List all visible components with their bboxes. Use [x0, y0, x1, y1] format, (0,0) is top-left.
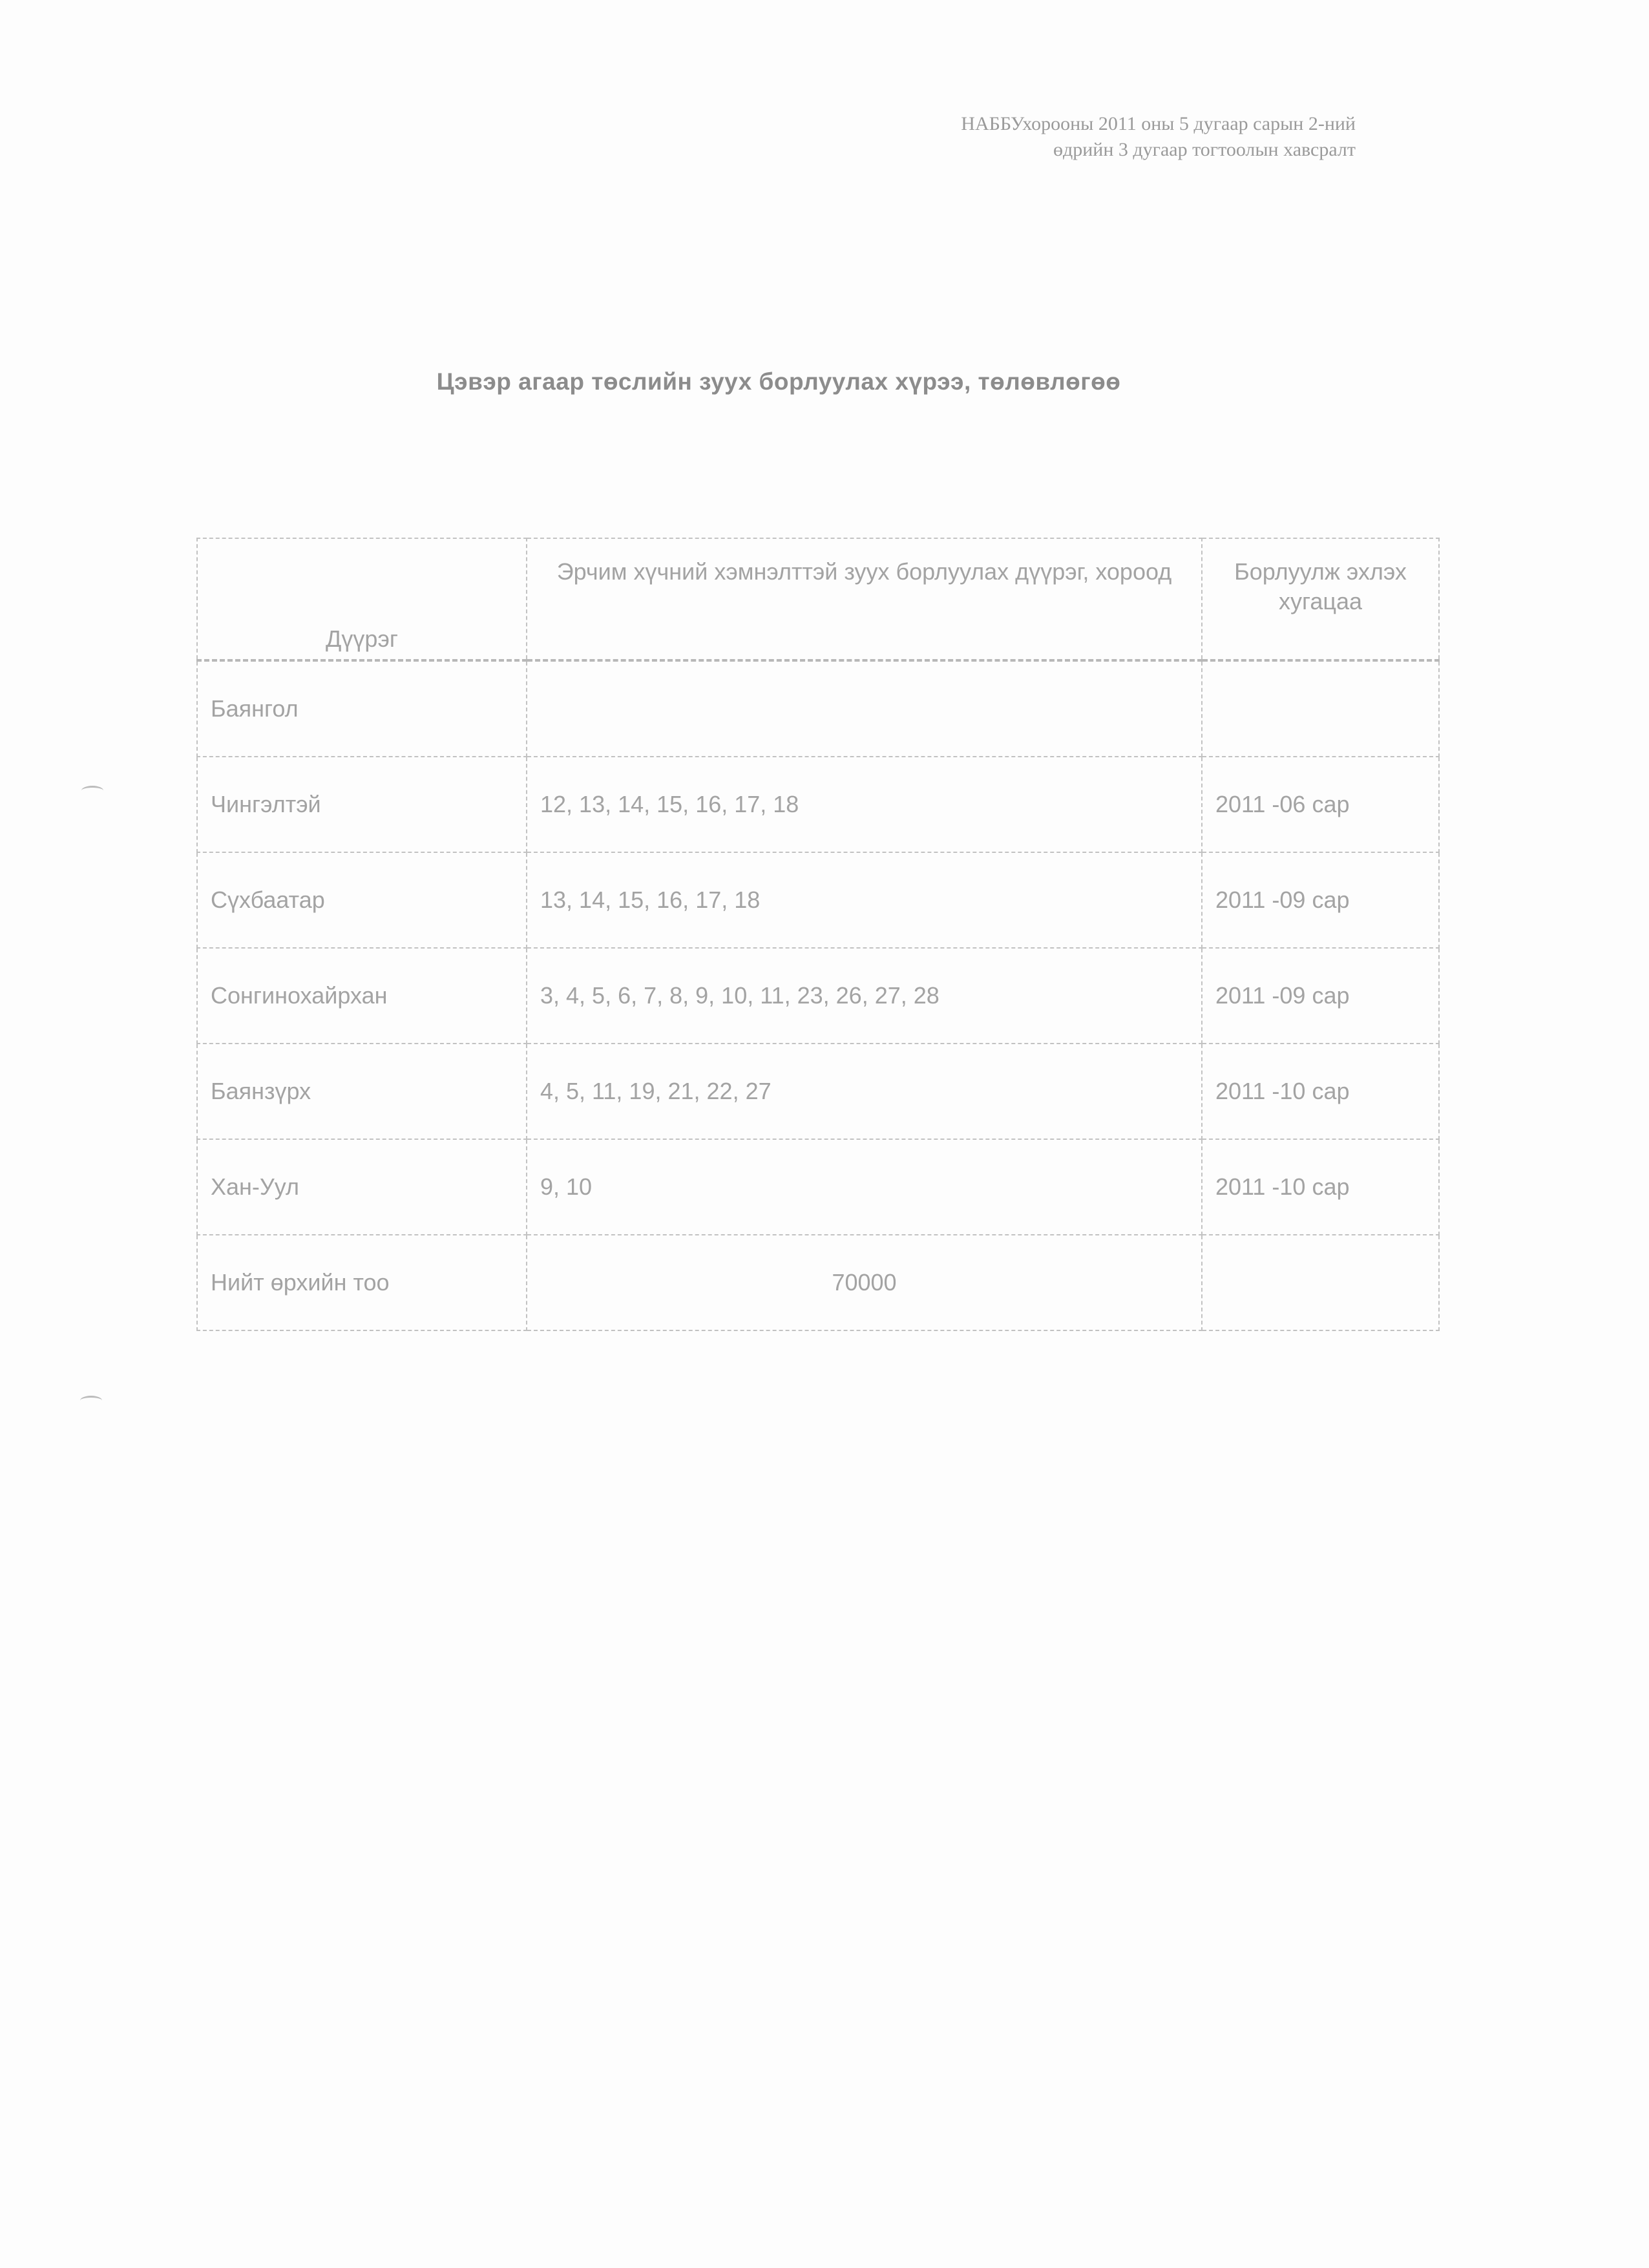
scan-mark	[81, 786, 103, 795]
table-header-row	[197, 538, 1439, 660]
cell-district: Баянзүрх	[197, 1044, 527, 1139]
total-households-value: 70000	[527, 1235, 1202, 1330]
cell-start: 2011 -09 сар	[1202, 852, 1439, 948]
total-label: Нийт өрхийн тоо	[197, 1235, 527, 1330]
cell-district: Сонгинохайрхан	[197, 948, 527, 1044]
total-start	[1202, 1235, 1439, 1330]
cell-start: 2011 -10 сар	[1202, 1044, 1439, 1139]
cell-start: 2011 -09 сар	[1202, 948, 1439, 1044]
cell-district: Сүхбаатар	[197, 852, 527, 948]
cell-khoroo	[527, 660, 1202, 757]
cell-khoroo: 13, 14, 15, 16, 17, 18	[527, 852, 1202, 948]
cell-khoroo: 9, 10	[527, 1139, 1202, 1235]
scan-mark	[80, 1396, 102, 1405]
column-header-khoroo: Эрчим хүчний хэмнэлттэй зуух борлуулах дүүрэг, хороод	[527, 538, 1202, 660]
table-total-row	[197, 1235, 1439, 1330]
cell-district: Хан-Уул	[197, 1139, 527, 1235]
cell-start: 2011 -06 сар	[1202, 757, 1439, 852]
cell-district: Баянгол	[197, 660, 527, 757]
column-header-district: Дүүрэг	[197, 538, 527, 660]
cell-khoroo: 3, 4, 5, 6, 7, 8, 9, 10, 11, 23, 26, 27, 28	[527, 948, 1202, 1044]
cell-khoroo: 4, 5, 11, 19, 21, 22, 27	[527, 1044, 1202, 1139]
annex-reference-line-1: НАББУхорооны 2011 оны 5 дугаар сарын 2-ний	[961, 113, 1356, 134]
cell-khoroo: 12, 13, 14, 15, 16, 17, 18	[527, 757, 1202, 852]
table-row	[197, 660, 1439, 757]
table-row	[197, 852, 1439, 948]
column-header-start: Борлуулж эхлэх хугацаа	[1202, 538, 1439, 660]
cell-start	[1202, 660, 1439, 757]
sales-plan-table	[196, 538, 1440, 1331]
table-row	[197, 1139, 1439, 1235]
table-row	[197, 948, 1439, 1044]
annex-reference	[645, 111, 1356, 163]
table-row	[197, 1044, 1439, 1139]
document-title: Цэвэр агаар төслийн зуух борлуулах хүрээ, төлөвлөгөө	[436, 368, 1121, 395]
cell-district: Чингэлтэй	[197, 757, 527, 852]
table-row	[197, 757, 1439, 852]
cell-start: 2011 -10 сар	[1202, 1139, 1439, 1235]
annex-reference-line-2: өдрийн 3 дугаар тогтоолын хавсралт	[1053, 139, 1356, 160]
